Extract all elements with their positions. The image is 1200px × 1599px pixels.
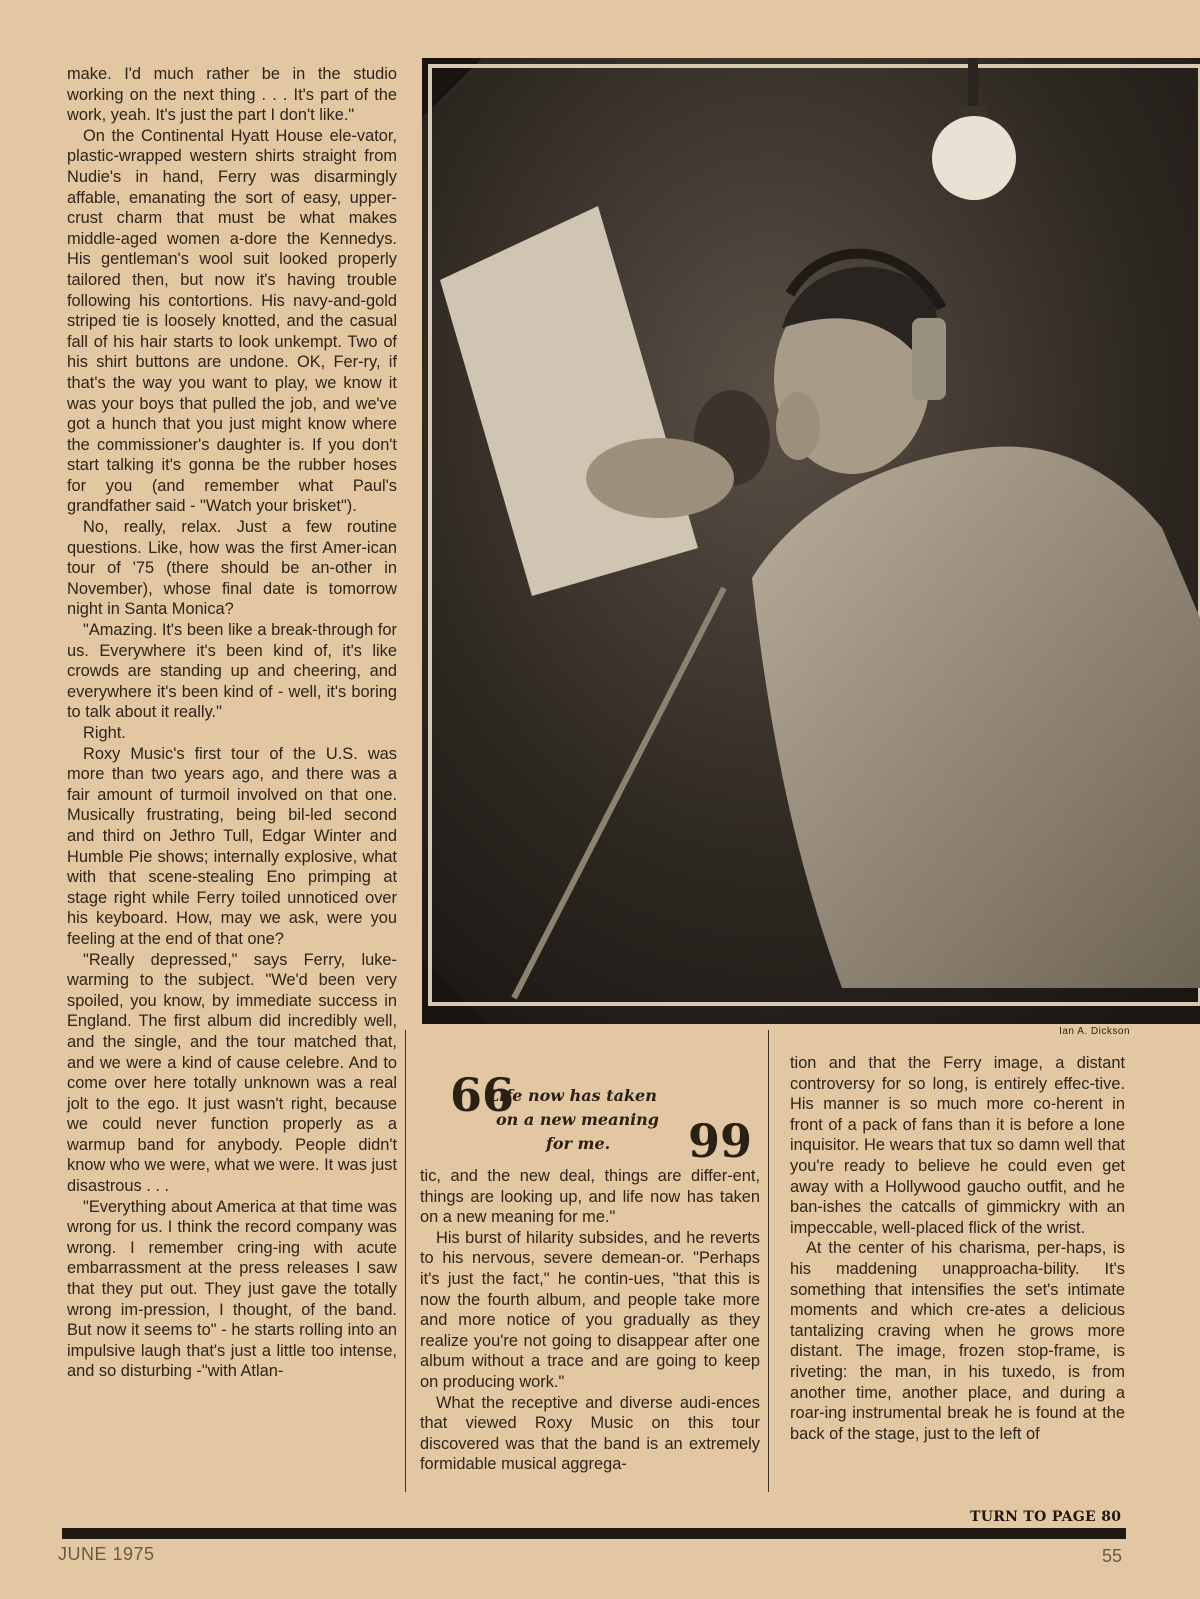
- studio-photo: [422, 58, 1200, 1024]
- close-quote-mark: 99: [688, 1114, 753, 1168]
- page-number: 55: [1102, 1546, 1123, 1566]
- paragraph: make. I'd much rather be in the studio working on the next thing . . . It's part of the work, yeah. It's just the part I don't like.": [67, 65, 397, 125]
- open-quote-mark: 66: [450, 1068, 515, 1122]
- photo-bryan-ferry-singing: [422, 58, 1200, 1024]
- pull-quote: [450, 1068, 753, 1168]
- paragraph: "Everything about America at that time was wrong for us. I think the record company was wrong. I remember cring-ing with acute embarrassment at the press releases I saw that they put out. They just gave the totally wrong im-pression, I thought, of the band. But now it seems to" - he starts rolling into an impulsive laugh that's just a little too intense, and so disturbing -"with Atlan-: [67, 1197, 397, 1381]
- pull-quote-line-1: Life now has taken: [488, 1086, 657, 1105]
- article-column-1: [67, 64, 397, 1382]
- paragraph: "Amazing. It's been like a break-through for us. Everywhere it's been kind of, it's like crowds are standing up and cheering, and everywhere it's been kind of - well, it's boring to talk about it really.": [67, 621, 397, 722]
- issue-date: JUNE 1975: [58, 1544, 155, 1564]
- paragraph: Right.: [83, 724, 126, 742]
- pull-quote-line-2: on a new meaning: [496, 1110, 659, 1129]
- paragraph: At the center of his charisma, per-haps, is his maddening unapproacha-bility. It's something that intensifies the set's intimate moments and which cre-ates a delicious tantalizing craving when he grows more distant. The image, frozen stop-frame, is riveting: the man, in his tuxedo, is from another time, another place, and during a roar-ing instrumental break he is found at the back of the stage, just to the left of: [790, 1239, 1125, 1443]
- article-column-3: [790, 1053, 1125, 1444]
- paragraph: tic, and the new deal, things are differ-ent, things are looking up, and life now has taken on a new meaning for me.": [420, 1167, 760, 1227]
- column-divider: [768, 1030, 769, 1492]
- paragraph: His burst of hilarity subsides, and he reverts to his nervous, severe demean-or. "Perhaps it's just the fact," he contin-ues, "that this is now the fourth album, and people take more and more notice of you gradually as they realize you're not going to disappear after one album without a trace and are going to keep on producing work.": [420, 1228, 760, 1391]
- footer-rule: [62, 1528, 1126, 1539]
- paragraph: On the Continental Hyatt House ele-vator, plastic-wrapped western shirts straight from Nudie's in hand, Ferry was disarmingly affable, emanating the sort of easy, upper-crust charm that must be what makes middle-aged women a-dore the Kennedys. His gentleman's wool suit looked properly tailored then, but now it's having trouble following his contortions. His navy-and-gold striped tie is loosely knotted, and the casual fall of his hair starts to look unkempt. Two of his shirt buttons are undone. OK, Fer-ry, if that's the way you want to play, we know it was your boys that pulled the job, and we've got a hunch that you just might know where the commissioner's daughter is. If you don't start talking it's gonna be the rubber hoses for you (and remember what Paul's grandfather said - "Watch your brisket").: [67, 126, 397, 516]
- paragraph: What the receptive and diverse audi-ences that viewed Roxy Music on this tour discovered was that the band is an extremely formidable musical aggrega-: [420, 1393, 760, 1474]
- paragraph: "Really depressed," says Ferry, luke-warming to the subject. "We'd been very spoiled, you know, by immediate success in England. The first album did incredibly well, and the single, and the tour matched that, and we were a kind of cause celebre. And to come over here totally unknown was a real jolt to the ego. It just wasn't right, because we could never function properly as a warmup band for anybody. People didn't know who we were, what we were. It was just disastrous . . .: [67, 950, 397, 1196]
- continued-jump-line: TURN TO PAGE 80: [970, 1509, 1122, 1525]
- article-column-2: [420, 1166, 760, 1475]
- pull-quote-line-3: for me.: [546, 1134, 611, 1153]
- paragraph: tion and that the Ferry image, a distant controversy for so long, is entirely effec-tive. His manner is so much more co-herent in front of a pack of fans than it is before a lone inquisitor. He wears that tux so damn well that you're ready to believe he could even get away with a Hollywood gaucho outfit, and he ban-ishes the catcalls of gimmickry with an impeccable, well-placed flick of the wrist.: [790, 1054, 1125, 1237]
- paragraph: Roxy Music's first tour of the U.S. was more than two years ago, and there was a fair amount of turmoil involved on that one. Musically frustrating, being bil-led second and third on Jethro Tull, Edgar Winter and Humble Pie shows; internally explosive, what with that scene-stealing Eno primping at stage right while Ferry toiled unnoticed over his keyboard. How, may we ask, were you feeling at the end of that one?: [67, 744, 397, 948]
- photo-credit: Ian A. Dickson: [1059, 1026, 1130, 1037]
- column-divider: [405, 1030, 406, 1492]
- paragraph: No, really, relax. Just a few routine questions. Like, how was the first Amer-ican tour of '75 (there should be an-other in November), whose final date is tomorrow night in Santa Monica?: [67, 518, 397, 619]
